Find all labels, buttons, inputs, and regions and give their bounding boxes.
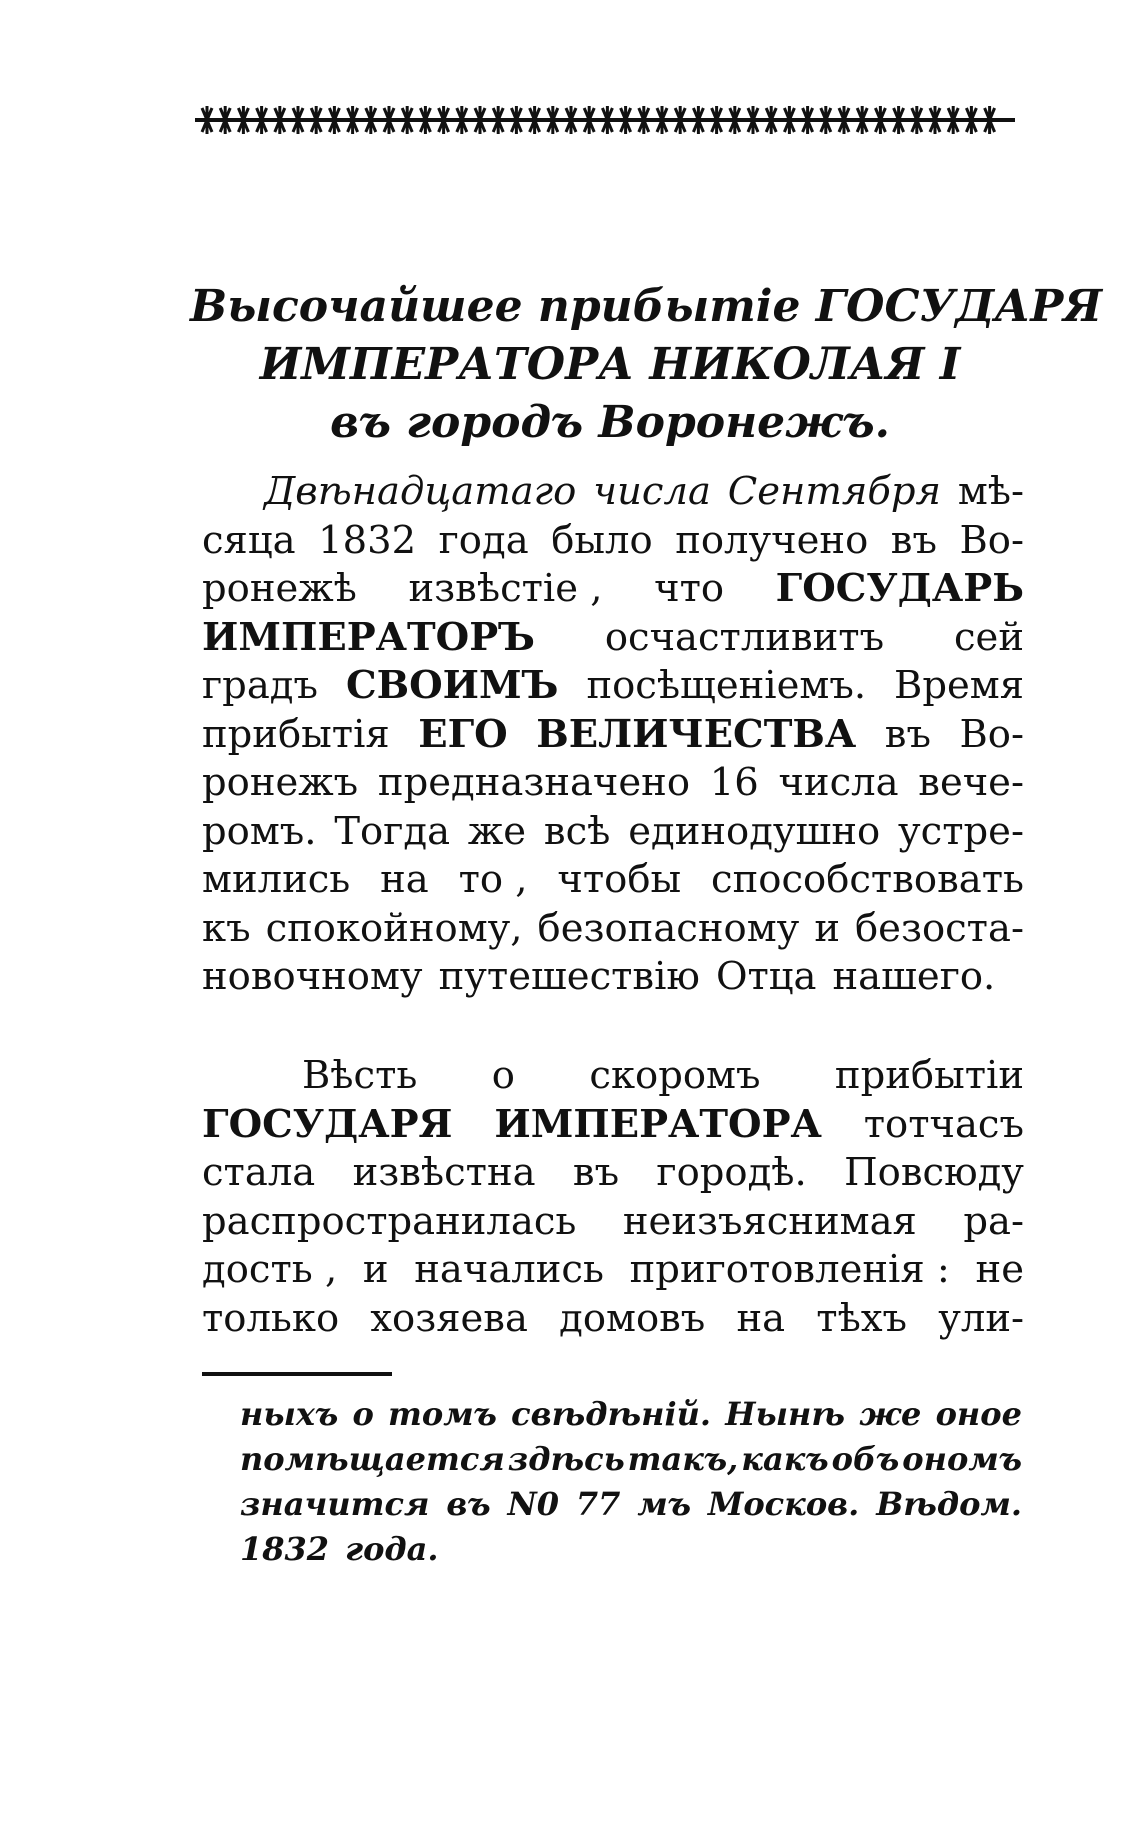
word: о — [352, 1395, 374, 1433]
word: Во- — [959, 517, 1024, 563]
word: Нынѣ — [725, 1395, 845, 1433]
word: ули- — [938, 1295, 1024, 1341]
word: стала — [202, 1150, 316, 1195]
paragraph2-line — [202, 1149, 1024, 1198]
word: 1832 — [318, 517, 417, 563]
word: въ — [890, 517, 937, 563]
word: неизъяснимая — [622, 1198, 917, 1244]
word: ГОСУДАРЯ — [202, 1101, 453, 1147]
word: къ — [202, 905, 251, 951]
word: чтобы — [557, 857, 682, 902]
paragraph1-line — [202, 517, 1024, 566]
word: же — [859, 1395, 922, 1433]
footnote-line — [240, 1482, 1022, 1527]
word: свѣдѣнiй. — [511, 1395, 711, 1433]
word: года — [438, 517, 529, 563]
word: въ — [446, 1485, 491, 1523]
word: ромъ. — [202, 808, 317, 854]
word: нашего. — [832, 954, 996, 999]
word: способствовать — [711, 857, 1024, 902]
word: и — [362, 1247, 389, 1292]
word: здѣсь — [507, 1440, 625, 1478]
paragraph1-line — [202, 856, 1024, 905]
footnote-line — [240, 1527, 1022, 1572]
word: ИМПЕРАТОРА — [494, 1101, 822, 1147]
word: хозяева — [370, 1295, 528, 1341]
word: ронежѣ — [202, 566, 357, 611]
word: какъ — [741, 1440, 829, 1478]
word: и — [814, 905, 840, 951]
footnote-separator — [202, 1372, 392, 1376]
word: домовъ — [559, 1295, 706, 1341]
paragraph1-line — [202, 808, 1024, 857]
paragraph-1 — [202, 468, 1024, 1002]
paragraph1-line — [202, 662, 1024, 711]
word: тотчасъ — [863, 1101, 1024, 1147]
word: сей — [953, 614, 1024, 660]
word: Вѣдом. — [876, 1485, 1022, 1523]
word: вече- — [918, 760, 1024, 805]
word: новочному — [202, 954, 423, 999]
word: приготовленiя : — [629, 1247, 950, 1292]
word: устре- — [898, 808, 1024, 854]
word: о — [491, 1053, 515, 1098]
word: Вѣсть — [302, 1053, 418, 1098]
word: единодушно — [628, 808, 881, 854]
word: спокойному, — [265, 905, 523, 951]
paragraph1-line — [202, 565, 1024, 614]
word: ЕГО — [418, 711, 508, 757]
word: N0 — [507, 1485, 560, 1523]
word: объ — [831, 1440, 900, 1478]
paragraph1-line — [202, 468, 1024, 517]
word: ронежъ — [202, 760, 359, 805]
footnote-line — [240, 1392, 1022, 1437]
word: путешествiю — [438, 954, 700, 999]
footnote-line — [240, 1437, 1022, 1482]
word: СВОИМЪ — [345, 663, 559, 708]
word: числа — [778, 760, 899, 805]
word: Во- — [959, 711, 1024, 757]
word: ВЕЛИЧЕСТВА — [536, 711, 857, 757]
word: безоста- — [854, 905, 1024, 951]
paragraph1-line — [202, 905, 1024, 954]
paragraph1-line — [202, 711, 1024, 760]
paragraph-2 — [202, 1052, 1024, 1343]
word: ГОСУДАРЬ — [775, 566, 1024, 611]
word: года. — [345, 1530, 439, 1568]
word: тѣхъ — [816, 1295, 908, 1341]
word: 16 — [709, 760, 759, 805]
word: осчастливитъ — [604, 614, 885, 660]
word: Повсюду — [844, 1150, 1024, 1195]
word: дость , — [202, 1247, 338, 1292]
word: безопасному — [537, 905, 800, 951]
word: предназначено — [377, 760, 691, 805]
paragraph2-line — [202, 1295, 1024, 1344]
word: посѣщенiемъ. — [586, 663, 867, 708]
word: мъ — [637, 1485, 692, 1523]
word: ИМПЕРАТОРЪ — [202, 614, 535, 660]
word: 77 — [575, 1485, 621, 1523]
word: градъ — [202, 663, 318, 708]
word: томъ — [388, 1395, 497, 1433]
word: такъ, — [627, 1440, 739, 1478]
word: ра- — [963, 1198, 1024, 1244]
word: мѣ- — [957, 469, 1024, 514]
paragraph1-line — [202, 759, 1024, 808]
word: мились — [202, 857, 351, 902]
title-line-1: Высочайшее прибытiе ГОСУДАРЯ — [190, 281, 1103, 332]
word: прибытiя — [202, 711, 390, 757]
word: Москов. — [707, 1485, 860, 1523]
word: только — [202, 1295, 340, 1341]
word: Время — [894, 663, 1024, 708]
word: было — [551, 517, 653, 563]
word: числа — [593, 469, 711, 514]
title-line-2: ИМПЕРАТОРА НИКОЛАЯ I — [259, 339, 961, 390]
word: въ — [884, 711, 931, 757]
word: прибытiи — [834, 1053, 1024, 1098]
word: же — [467, 808, 527, 854]
word: не — [975, 1247, 1024, 1292]
word: всѣ — [543, 808, 611, 854]
word: оное — [935, 1395, 1022, 1433]
word: Отца — [715, 954, 817, 999]
word: начались — [414, 1247, 604, 1292]
paragraph1-line — [202, 953, 1024, 1002]
paragraph2-line — [202, 1101, 1024, 1150]
word: ономъ — [902, 1440, 1022, 1478]
word: скоромъ — [589, 1053, 761, 1098]
word: извѣстна — [352, 1150, 536, 1195]
word: распространилась — [202, 1198, 577, 1244]
decorative-border-ornament — [195, 100, 1015, 140]
title-line-3: въ городъ Воронежъ. — [330, 397, 890, 448]
word: городѣ. — [656, 1150, 807, 1195]
paragraph1-line — [202, 614, 1024, 663]
word: получено — [675, 517, 869, 563]
word: Тогда — [334, 808, 451, 854]
footnote — [240, 1392, 1022, 1572]
word: на — [380, 857, 429, 902]
word: значится — [240, 1485, 430, 1523]
word: въ — [572, 1150, 620, 1195]
word: ныхъ — [240, 1395, 339, 1433]
word: то , — [458, 857, 528, 902]
word: что — [654, 566, 725, 611]
word: Двѣнадцатаго — [264, 469, 577, 514]
word: помѣщается — [240, 1440, 505, 1478]
paragraph2-line — [202, 1246, 1024, 1295]
word: на — [736, 1295, 786, 1341]
paragraph2-line — [202, 1198, 1024, 1247]
word: Сентября — [727, 469, 941, 514]
word: 1832 — [240, 1530, 330, 1568]
paragraph2-line — [202, 1052, 1024, 1101]
article-title — [190, 278, 1103, 452]
word: извѣстiе , — [408, 566, 603, 611]
word: сяца — [202, 517, 296, 563]
